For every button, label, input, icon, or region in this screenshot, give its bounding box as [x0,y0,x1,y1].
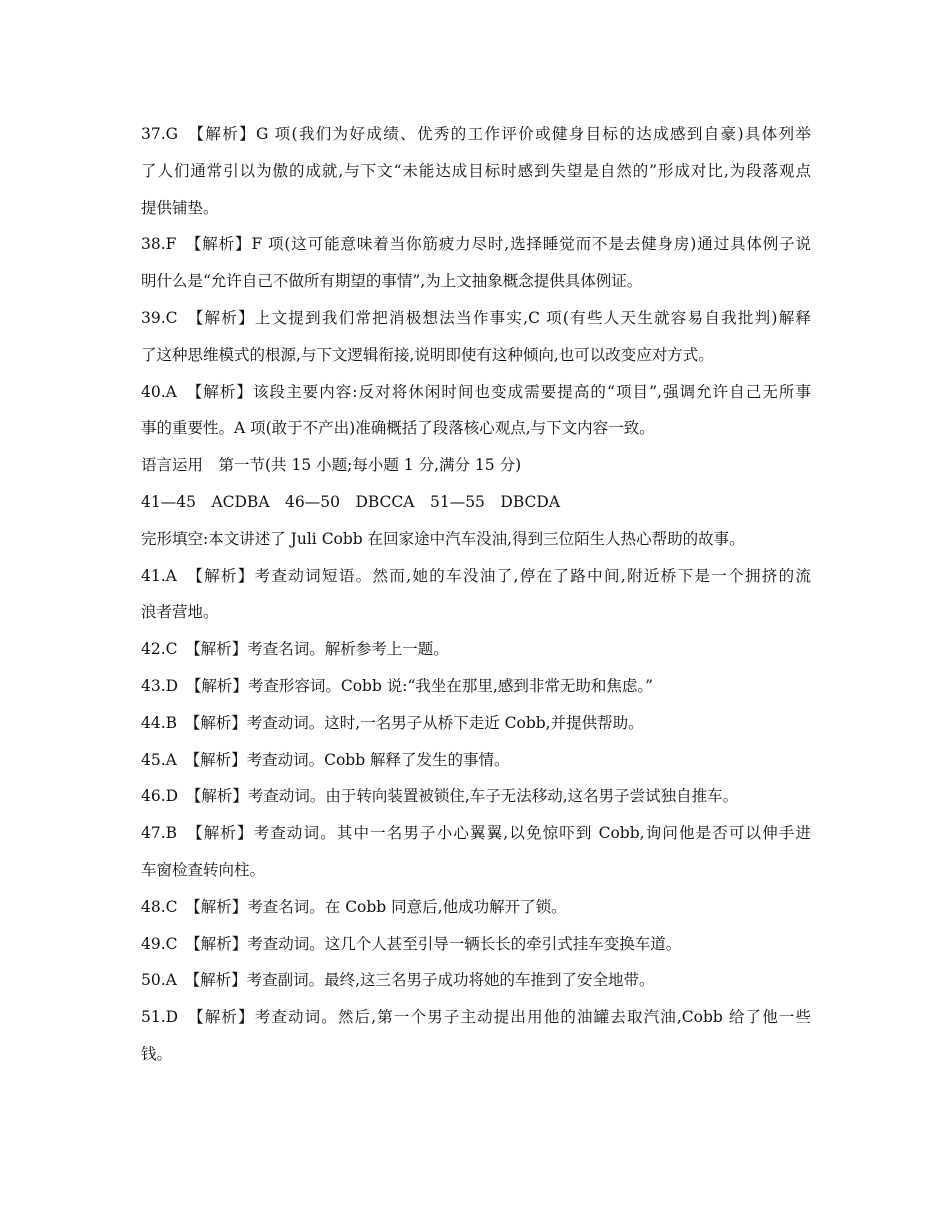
text-line: 完形填空:本文讲述了 Juli Cobb 在回家途中汽车没油,得到三位陌生人热心帮助的故事。 [141,529,745,548]
text-line: 37.G 【解析】G 项(我们为好成绩、优秀的工作评价或健身目标的达成感到自豪)具体列举 [141,125,811,143]
text-line: 42.C 【解析】考查名词。解析参考上一题。 [141,640,449,659]
text-line: 钱。 [141,1044,173,1063]
text-line: 46.D 【解析】考查动词。由于转向装置被锁住,车子无法移动,这名男子尝试独自推车。 [141,787,739,806]
text-line: 事的重要性。A 项(敢于不产出)准确概括了段落核心观点,与下文内容一致。 [141,419,655,438]
text-line: 43.D 【解析】考查形容词。Cobb 说:“我坐在那里,感到非常无助和焦虑。” [141,676,654,695]
text-line: 车窗检查转向柱。 [141,860,266,879]
text-line: 50.A 【解析】考查副词。最终,这三名男子成功将她的车推到了安全地带。 [141,971,655,990]
answer-explanations [141,116,811,1073]
text-line: 了这种思维模式的根源,与下文逻辑衔接,说明即使有这种倾向,也可以改变应对方式。 [141,345,714,364]
answer-key-line: 41—45 ACDBA 46—50 DBCCA 51—55 DBCDA [141,492,561,511]
text-line: 49.C 【解析】考查动词。这几个人甚至引导一辆长长的牵引式挂车变换车道。 [141,934,682,953]
text-line: 明什么是“允许自己不做所有期望的事情”,为上文抽象概念提供具体例证。 [141,272,643,291]
text-line: 41.A 【解析】考查动词短语。然而,她的车没油了,停在了路中间,附近桥下是一个拥挤的流 [141,566,811,585]
text-line: 39.C 【解析】上文提到我们常把消极想法当作事实,C 项(有些人天生就容易自我批判)解释 [141,308,811,327]
text-line: 38.F 【解析】F 项(这可能意味着当你筋疲力尽时,选择睡觉而不是去健身房)通过具体例子说 [141,235,811,254]
text-line: 47.B 【解析】考查动词。其中一名男子小心翼翼,以免惊吓到 Cobb,询问他是否可以伸手进 [141,824,811,843]
text-line: 51.D 【解析】考查动词。然后,第一个男子主动提出用他的油罐去取汽油,Cobb 给了他一些 [141,1008,811,1027]
text-line: 浪者营地。 [141,603,219,622]
text-line: 提供铺垫。 [141,198,219,217]
section-heading: 语言运用 第一节(共 15 小题;每小题 1 分,满分 15 分) [141,456,522,475]
text-line: 了人们通常引以为傲的成就,与下文“未能达成目标时感到失望是自然的”形成对比,为段落观点 [141,161,811,180]
text-line: 44.B 【解析】考查动词。这时,一名男子从桥下走近 Cobb,并提供帮助。 [141,713,644,732]
text-line: 40.A 【解析】该段主要内容:反对将休闲时间也变成需要提高的“项目”,强调允许自己无所事 [141,382,811,401]
text-line: 48.C 【解析】考查名词。在 Cobb 同意后,他成功解开了锁。 [141,897,567,916]
text-line: 45.A 【解析】考查动词。Cobb 解释了发生的事情。 [141,750,510,769]
